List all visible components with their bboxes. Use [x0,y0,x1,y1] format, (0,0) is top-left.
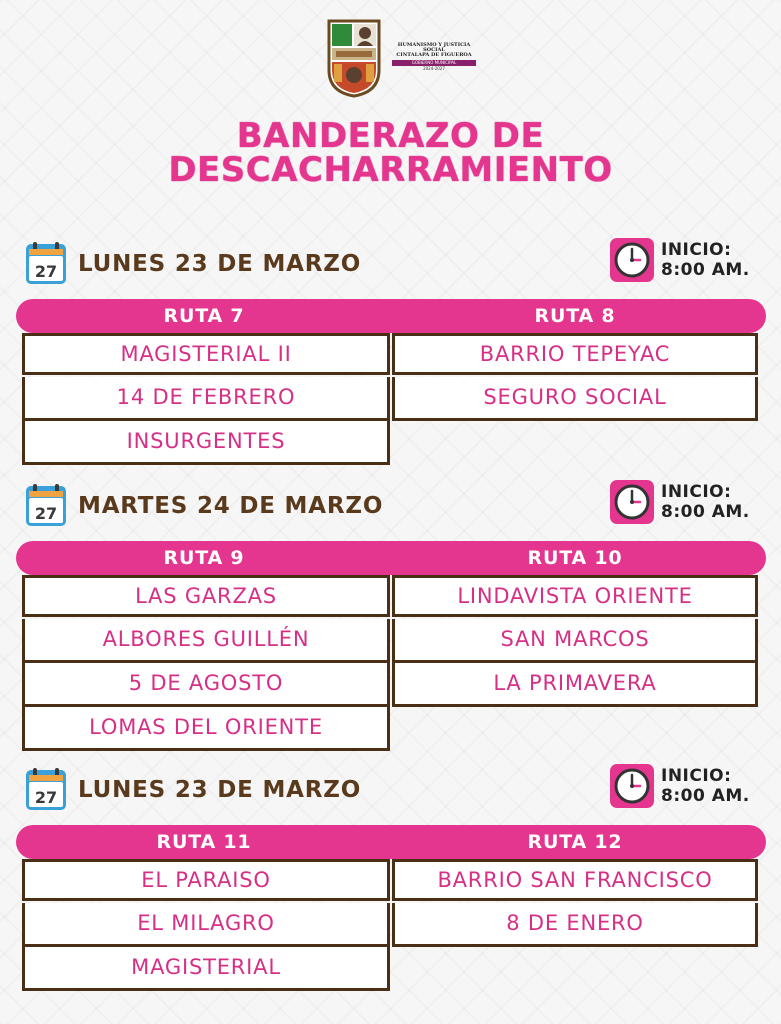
day-label: MARTES 24 DE MARZO [78,493,384,519]
route-stop: 14 DE FEBRERO [22,377,390,421]
coat-of-arms-icon [326,18,382,98]
calendar-icon [24,768,68,812]
route-stop: EL MILAGRO [22,903,390,947]
route-header: RUTA 10 [527,547,623,569]
clock-icon [610,480,654,524]
municipal-logo [326,18,476,98]
routes-header-bar [16,299,766,333]
route-stop: LAS GARZAS [22,575,390,617]
start-time [661,766,750,806]
route-stop: BARRIO TEPEYAC [392,333,758,375]
route-stop: SAN MARCOS [392,619,758,663]
route-stop: EL PARAISO [22,859,390,901]
calendar-day-number: 27 [34,262,58,281]
route-header: RUTA 8 [534,305,616,327]
day-label: LUNES 23 DE MARZO [78,777,362,803]
route-stop: BARRIO SAN FRANCISCO [392,859,758,901]
logo-municipality: CINTALAPA DE FIGUEROA [396,52,472,58]
route-stop: MAGISTERIAL [22,947,390,991]
route-stop: SEGURO SOCIAL [392,377,758,421]
logo-slogan: HUMANISMO Y JUSTICIA SOCIAL [397,42,471,53]
start-time-value: 8:00 AM. [661,260,750,280]
route-stop: LINDAVISTA ORIENTE [392,575,758,617]
start-time [661,482,750,522]
route-header: RUTA 11 [156,831,252,853]
start-time-value: 8:00 AM. [661,786,750,806]
route-stop: 8 DE ENERO [392,903,758,947]
logo-years: 2024-2027 [423,66,445,71]
page-title-line-1: BANDERAZO DE [236,116,545,156]
route-header: RUTA 12 [527,831,623,853]
day-label: LUNES 23 DE MARZO [78,251,362,277]
calendar-icon [24,242,68,286]
calendar-day-number: 27 [34,788,58,807]
routes-header-bar [16,825,766,859]
calendar-icon [24,484,68,528]
clock-icon [610,238,654,282]
route-header: RUTA 9 [163,547,245,569]
page-title-line-2: DESCACHARRAMIENTO [168,150,613,190]
route-stop: LA PRIMAVERA [392,663,758,707]
route-stop: MAGISTERIAL II [22,333,390,375]
route-stop: LOMAS DEL ORIENTE [22,707,390,751]
logo-band: GOBIERNO MUNICIPAL [392,60,476,66]
start-label: INICIO: [661,766,732,786]
route-stop: 5 DE AGOSTO [22,663,390,707]
clock-icon [610,764,654,808]
start-time-value: 8:00 AM. [661,502,750,522]
start-time [661,240,750,280]
calendar-day-number: 27 [34,504,58,523]
routes-header-bar [16,541,766,575]
route-stop: INSURGENTES [22,421,390,465]
start-label: INICIO: [661,240,732,260]
route-stop: ALBORES GUILLÉN [22,619,390,663]
start-label: INICIO: [661,482,732,502]
route-header: RUTA 7 [163,305,245,327]
logo-text [392,43,476,71]
